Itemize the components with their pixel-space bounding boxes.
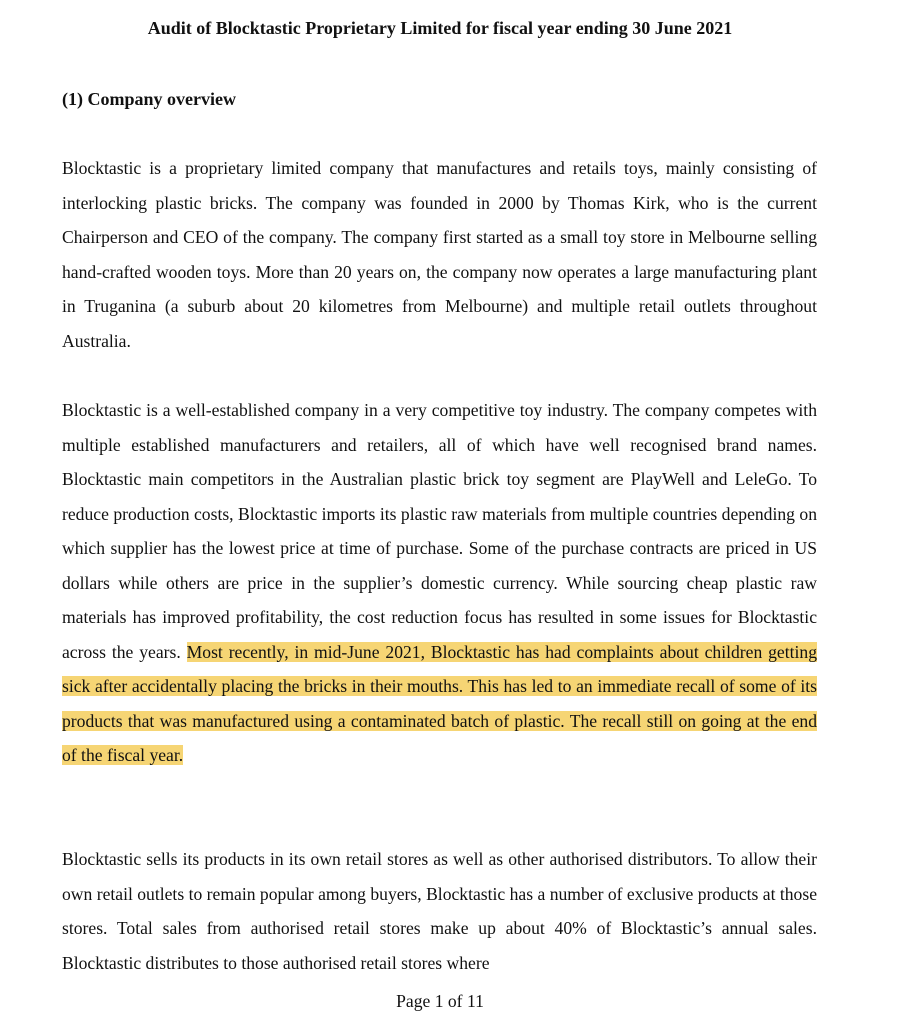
paragraph-text: Blocktastic is a proprietary limited company that manufactures and retails toys, mainly consisting of interlocking plastic bricks. The company was founded in 2000 by Thomas Kirk, who is the current Chairperson and CEO of the company. The company first started as a small toy store in Melbourne selling hand-crafted wooden toys. More than 20 years on, the company now operates a large manufacturing plant in Truganina (a suburb about 20 kilometres from Melbourne) and multiple retail outlets throughout Australia. bbox=[62, 158, 817, 351]
document-title: Audit of Blocktastic Proprietary Limited for fiscal year ending 30 June 2021 bbox=[147, 18, 733, 38]
paragraph-text: Blocktastic is a well-established company in a very competitive toy industry. The company competes with multiple established manufacturers and retailers, all of which have well recognised brand names. Blocktastic main competitors in the Australian plastic brick toy segment are PlayWell and LeleGo. To reduce production costs, Blocktastic imports its plastic raw materials from multiple countries depending on which supplier has the lowest price at time of purchase. Some of the purchase contracts are priced in US dollars while others are price in the supplier’s domestic currency. While sourcing cheap plastic raw materials has improved profitability, the cost reduction focus has resulted in some issues for Blocktastic across the years. bbox=[62, 400, 817, 662]
section-heading-company-overview: (1) Company overview bbox=[62, 89, 236, 109]
page-number-footer: Page 1 of 11 bbox=[396, 991, 484, 1011]
paragraph-competition-and-recall bbox=[62, 393, 817, 773]
paragraph-company-background bbox=[62, 151, 817, 358]
paragraph-sales-distribution bbox=[62, 842, 817, 980]
paragraph-text: Blocktastic sells its products in its own retail stores as well as other authorised distributors. To allow their own retail outlets to remain popular among buyers, Blocktastic has a number of exclusive products at those stores. Total sales from authorised retail stores make up about 40% of Blocktastic’s annual sales. Blocktastic distributes to those authorised retail stores where bbox=[62, 849, 817, 973]
highlighted-recall-text: Most recently, in mid-June 2021, Blocktastic has had complaints about children getting sick after accidentally placing the bricks in their mouths. This has led to an immediate recall of some of its products that was manufactured using a contaminated batch of plastic. The recall still on going at the end of the fiscal year. bbox=[62, 641, 817, 765]
